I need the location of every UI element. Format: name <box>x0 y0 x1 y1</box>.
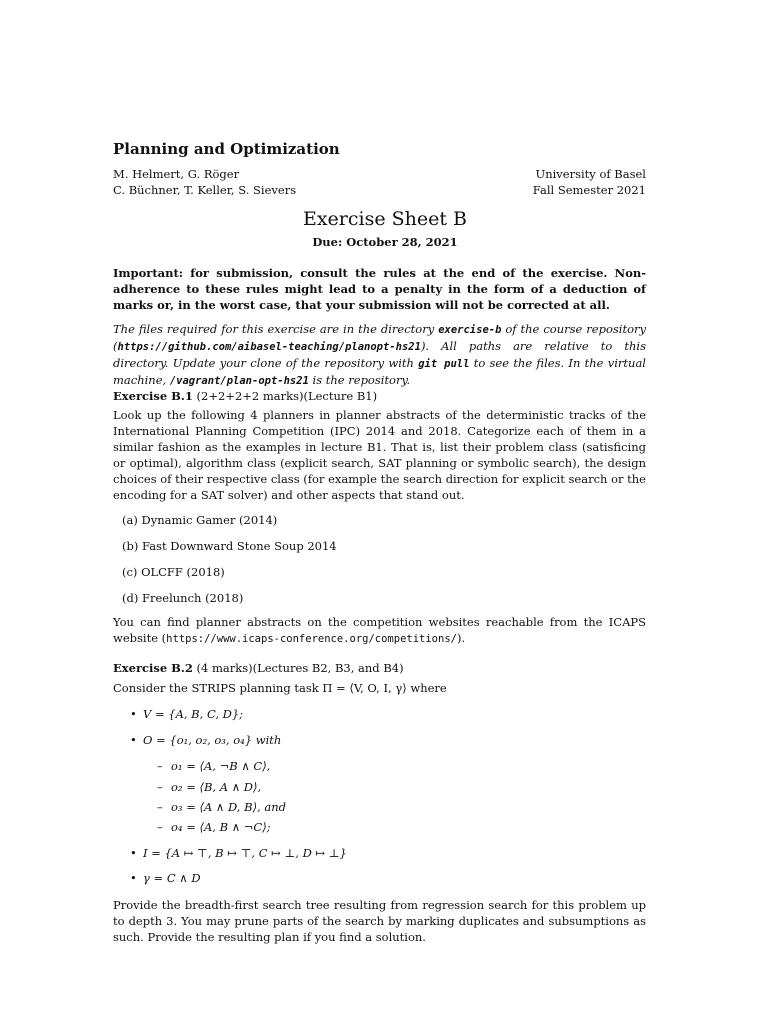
dash-icon: – <box>157 800 163 814</box>
operator-def: o₃ = ⟨A ∧ D, B⟩, and <box>171 800 286 814</box>
university: University of Basel <box>535 167 646 181</box>
icaps-link[interactable]: https://www.icaps-conference.org/competitions/ <box>166 633 457 645</box>
files-note-part5: is the repository. <box>308 373 411 387</box>
operator-def: o₂ = ⟨B, A ∧ D⟩, <box>171 780 262 794</box>
vm-path: /vagrant/plan-opt-hs21 <box>169 375 309 387</box>
exercise-b1-marks: (2+2+2+2 marks)(Lecture B1) <box>192 389 378 403</box>
exercise-b1-heading <box>113 389 377 403</box>
git-command: git pull <box>418 358 470 370</box>
exercise-b1-note <box>113 614 646 647</box>
due-date: Due: October 28, 2021 <box>312 235 458 249</box>
exercise-directory: exercise-b <box>438 324 502 336</box>
course-title: Planning and Optimization <box>113 140 340 158</box>
bullet-variables <box>130 707 243 721</box>
bullet-icon: • <box>130 707 137 721</box>
operator-item <box>157 800 286 814</box>
sheet-title: Exercise Sheet B <box>302 208 468 230</box>
operator-item <box>157 759 270 773</box>
bullet-icon: • <box>130 846 137 860</box>
operators-def: O = {o₁, o₂, o₃, o₄} with <box>143 733 282 747</box>
exercise-b1-text: Look up the following 4 planners in planner abstracts of the deterministic tracks of the International Planning Competition (IPC) 2014 and 2018. Categorize each of them in a similar fashion as the examples in lecture B1. That is, list their problem class (satisficing or optimal), algorithm class (explicit search, SAT planning or symbolic search), the design choices of their respective class (for example the search direction for explicit search or the encoding for a SAT solver) and other aspects that stand out. <box>113 408 646 502</box>
operator-def: o₄ = ⟨A, B ∧ ¬C⟩; <box>171 820 271 834</box>
bullet-icon: • <box>130 733 137 747</box>
repository-link[interactable]: https://github.com/aibasel-teaching/planopt-hs21 <box>117 341 421 353</box>
bullet-icon: • <box>130 871 137 885</box>
operator-item <box>157 780 261 794</box>
initial-state-def: I = {A ↦ ⊤, B ↦ ⊤, C ↦ ⊥, D ↦ ⊥} <box>143 846 347 860</box>
bullet-initial-state <box>130 846 347 860</box>
authors <box>113 166 296 198</box>
dash-icon: – <box>157 759 163 773</box>
planner-item: (a) Dynamic Gamer (2014) <box>122 513 278 527</box>
files-note-part1: The files required for this exercise are in the directory <box>113 322 439 336</box>
dash-icon: – <box>157 820 163 834</box>
authors-line-1: M. Helmert, G. Röger <box>113 167 240 181</box>
files-note <box>113 321 646 389</box>
exercise-b2-intro: Consider the STRIPS planning task Π = ⟨V, O, I, γ⟩ where <box>113 681 447 695</box>
bullet-goal <box>130 871 201 885</box>
important-notice: Important: for submission, consult the rules at the end of the exercise. Non-adherence to these rules might lead to a penalty in the form of a deduction of marks or, in the worst case, that your submission will not be corrected at all. <box>113 266 646 312</box>
bullet-operators <box>130 733 281 747</box>
files-note-part2: of the course repository ( <box>113 322 646 353</box>
semester: Fall Semester 2021 <box>532 183 646 197</box>
exercise-b1-note-text: You can find planner abstracts on the competition websites reachable from the ICAPS website ( <box>113 615 646 645</box>
exercise-b1-note-end: ). <box>456 631 466 645</box>
planner-item: (d) Freelunch (2018) <box>122 591 244 605</box>
variables-def: V = {A, B, C, D}; <box>143 707 244 721</box>
exercise-b2-task: Provide the breadth-first search tree resulting from regression search for this problem up to depth 3. You may prune parts of the search by marking duplicates and subsumptions as such. Provide the resulting plan if you find a solution. <box>113 898 646 944</box>
operator-item <box>157 820 271 834</box>
goal-def: γ = C ∧ D <box>143 871 201 885</box>
operator-def: o₁ = ⟨A, ¬B ∧ C⟩, <box>171 759 271 773</box>
planner-item: (c) OLCFF (2018) <box>122 565 225 579</box>
files-note-part4: to see the files. In the virtual machine, <box>113 356 646 387</box>
dash-icon: – <box>157 780 163 794</box>
exercise-b1-label: Exercise B.1 <box>113 389 193 403</box>
planner-item: (b) Fast Downward Stone Soup 2014 <box>122 539 337 553</box>
institution <box>533 166 646 198</box>
exercise-b2-label: Exercise B.2 <box>113 661 193 675</box>
exercise-b2-heading <box>113 661 404 675</box>
authors-line-2: C. Büchner, T. Keller, S. Sievers <box>113 183 297 197</box>
files-note-part3: ). All paths are relative to this directory. Update your clone of the repository with <box>113 339 646 370</box>
exercise-b2-marks: (4 marks)(Lectures B2, B3, and B4) <box>192 661 404 675</box>
